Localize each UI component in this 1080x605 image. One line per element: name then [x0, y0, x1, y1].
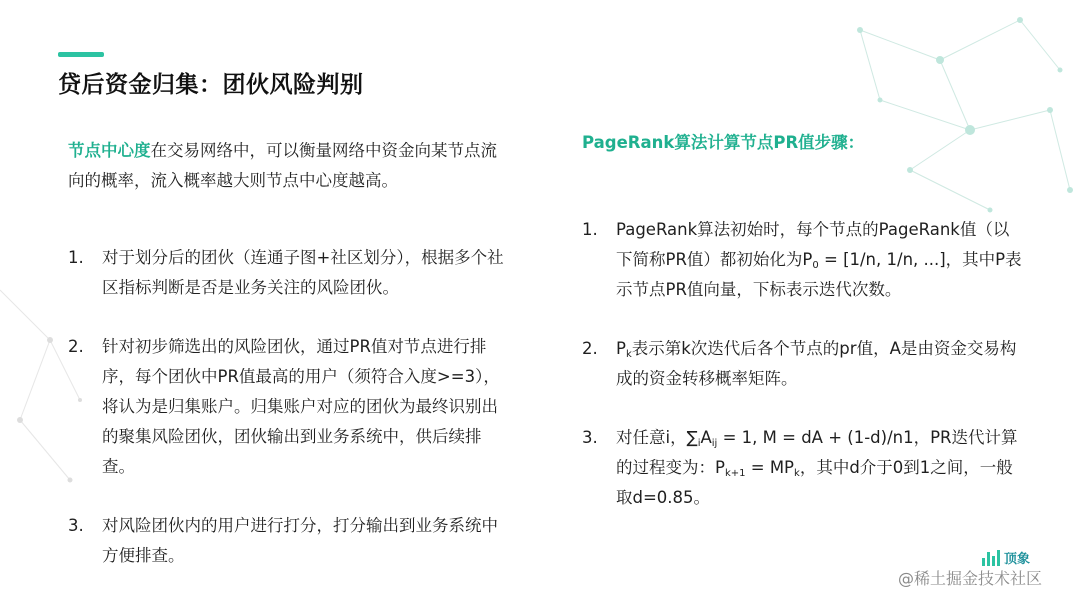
item-text: 对风险团伙内的用户进行打分，打分输出到业务系统中方便排查。	[102, 516, 498, 565]
centrality-term: 节点中心度	[68, 141, 151, 160]
list-item	[68, 511, 508, 571]
item-text: 对于划分后的团伙（连通子图+社区划分），根据多个社区指标判断是否是业务关注的风险团伙。	[102, 248, 504, 297]
title-accent-bar	[58, 52, 104, 57]
list-item	[582, 334, 1022, 394]
item-text-part: = 1, M = dA + (1-d)/n1，PR迭代计算的过程变为：P	[616, 428, 1018, 477]
item-number: 1.	[68, 248, 84, 267]
pagerank-steps-list	[582, 215, 1022, 513]
subscript: ij	[711, 438, 718, 449]
brand-logo	[982, 548, 1030, 567]
logo-text: 顶象	[1004, 552, 1031, 567]
item-text: 针对初步筛选出的风险团伙，通过PR值对节点进行排序，每个团伙中PR值最高的用户（须符合入度>=3），将认为是归集账户。归集账户对应的团伙为最终识别出的聚集风险团伙，团伙输出到业务系统中，供后续排查。	[102, 337, 500, 476]
item-text-part: 对任意i，∑	[616, 428, 698, 447]
item-number: 1.	[582, 220, 598, 239]
pagerank-title: PageRank算法计算节点PR值步骤：	[582, 133, 865, 152]
page-title: 贷后资金归集：团伙风险判别	[58, 72, 364, 98]
item-text-part: PageRank算法初始时，每个节点的PageRank值（以下简称PR值）都初始化为P	[616, 220, 1010, 269]
right-column	[582, 128, 1022, 513]
subscript: i	[697, 438, 701, 449]
logo-bars-icon	[982, 550, 1000, 566]
list-item	[68, 243, 508, 303]
left-column	[68, 136, 508, 571]
item-number: 3.	[68, 516, 84, 535]
item-number: 2.	[68, 337, 84, 356]
watermark: @稀土掘金技术社区	[898, 569, 1043, 588]
subscript: k	[625, 349, 632, 360]
subscript: k+1	[724, 468, 746, 479]
item-text-part: A	[700, 428, 712, 447]
item-text-part: = MP	[745, 458, 795, 477]
subscript: k	[794, 468, 800, 479]
item-number: 3.	[582, 428, 598, 447]
list-item	[68, 332, 508, 482]
item-text-part: ，其中d介于0到1之间，一般取d=0.85。	[616, 458, 1013, 507]
list-item	[582, 215, 1022, 305]
item-text-part: 表示第k次迭代后各个节点的pr值，A是由资金交易构成的资金转移概率矩阵。	[616, 339, 1017, 388]
list-item	[582, 423, 1022, 513]
left-steps-list	[68, 243, 508, 571]
item-text-part: = [1/n, 1/n, ...]，其中P表示节点PR值向量，下标表示迭代次数。	[616, 250, 1022, 299]
centrality-intro	[68, 136, 508, 196]
centrality-description: 在交易网络中，可以衡量网络中资金向某节点流向的概率，流入概率越大则节点中心度越高。	[68, 141, 497, 190]
item-number: 2.	[582, 339, 598, 358]
subscript: 0	[812, 260, 819, 271]
item-text-part: P	[616, 339, 626, 358]
